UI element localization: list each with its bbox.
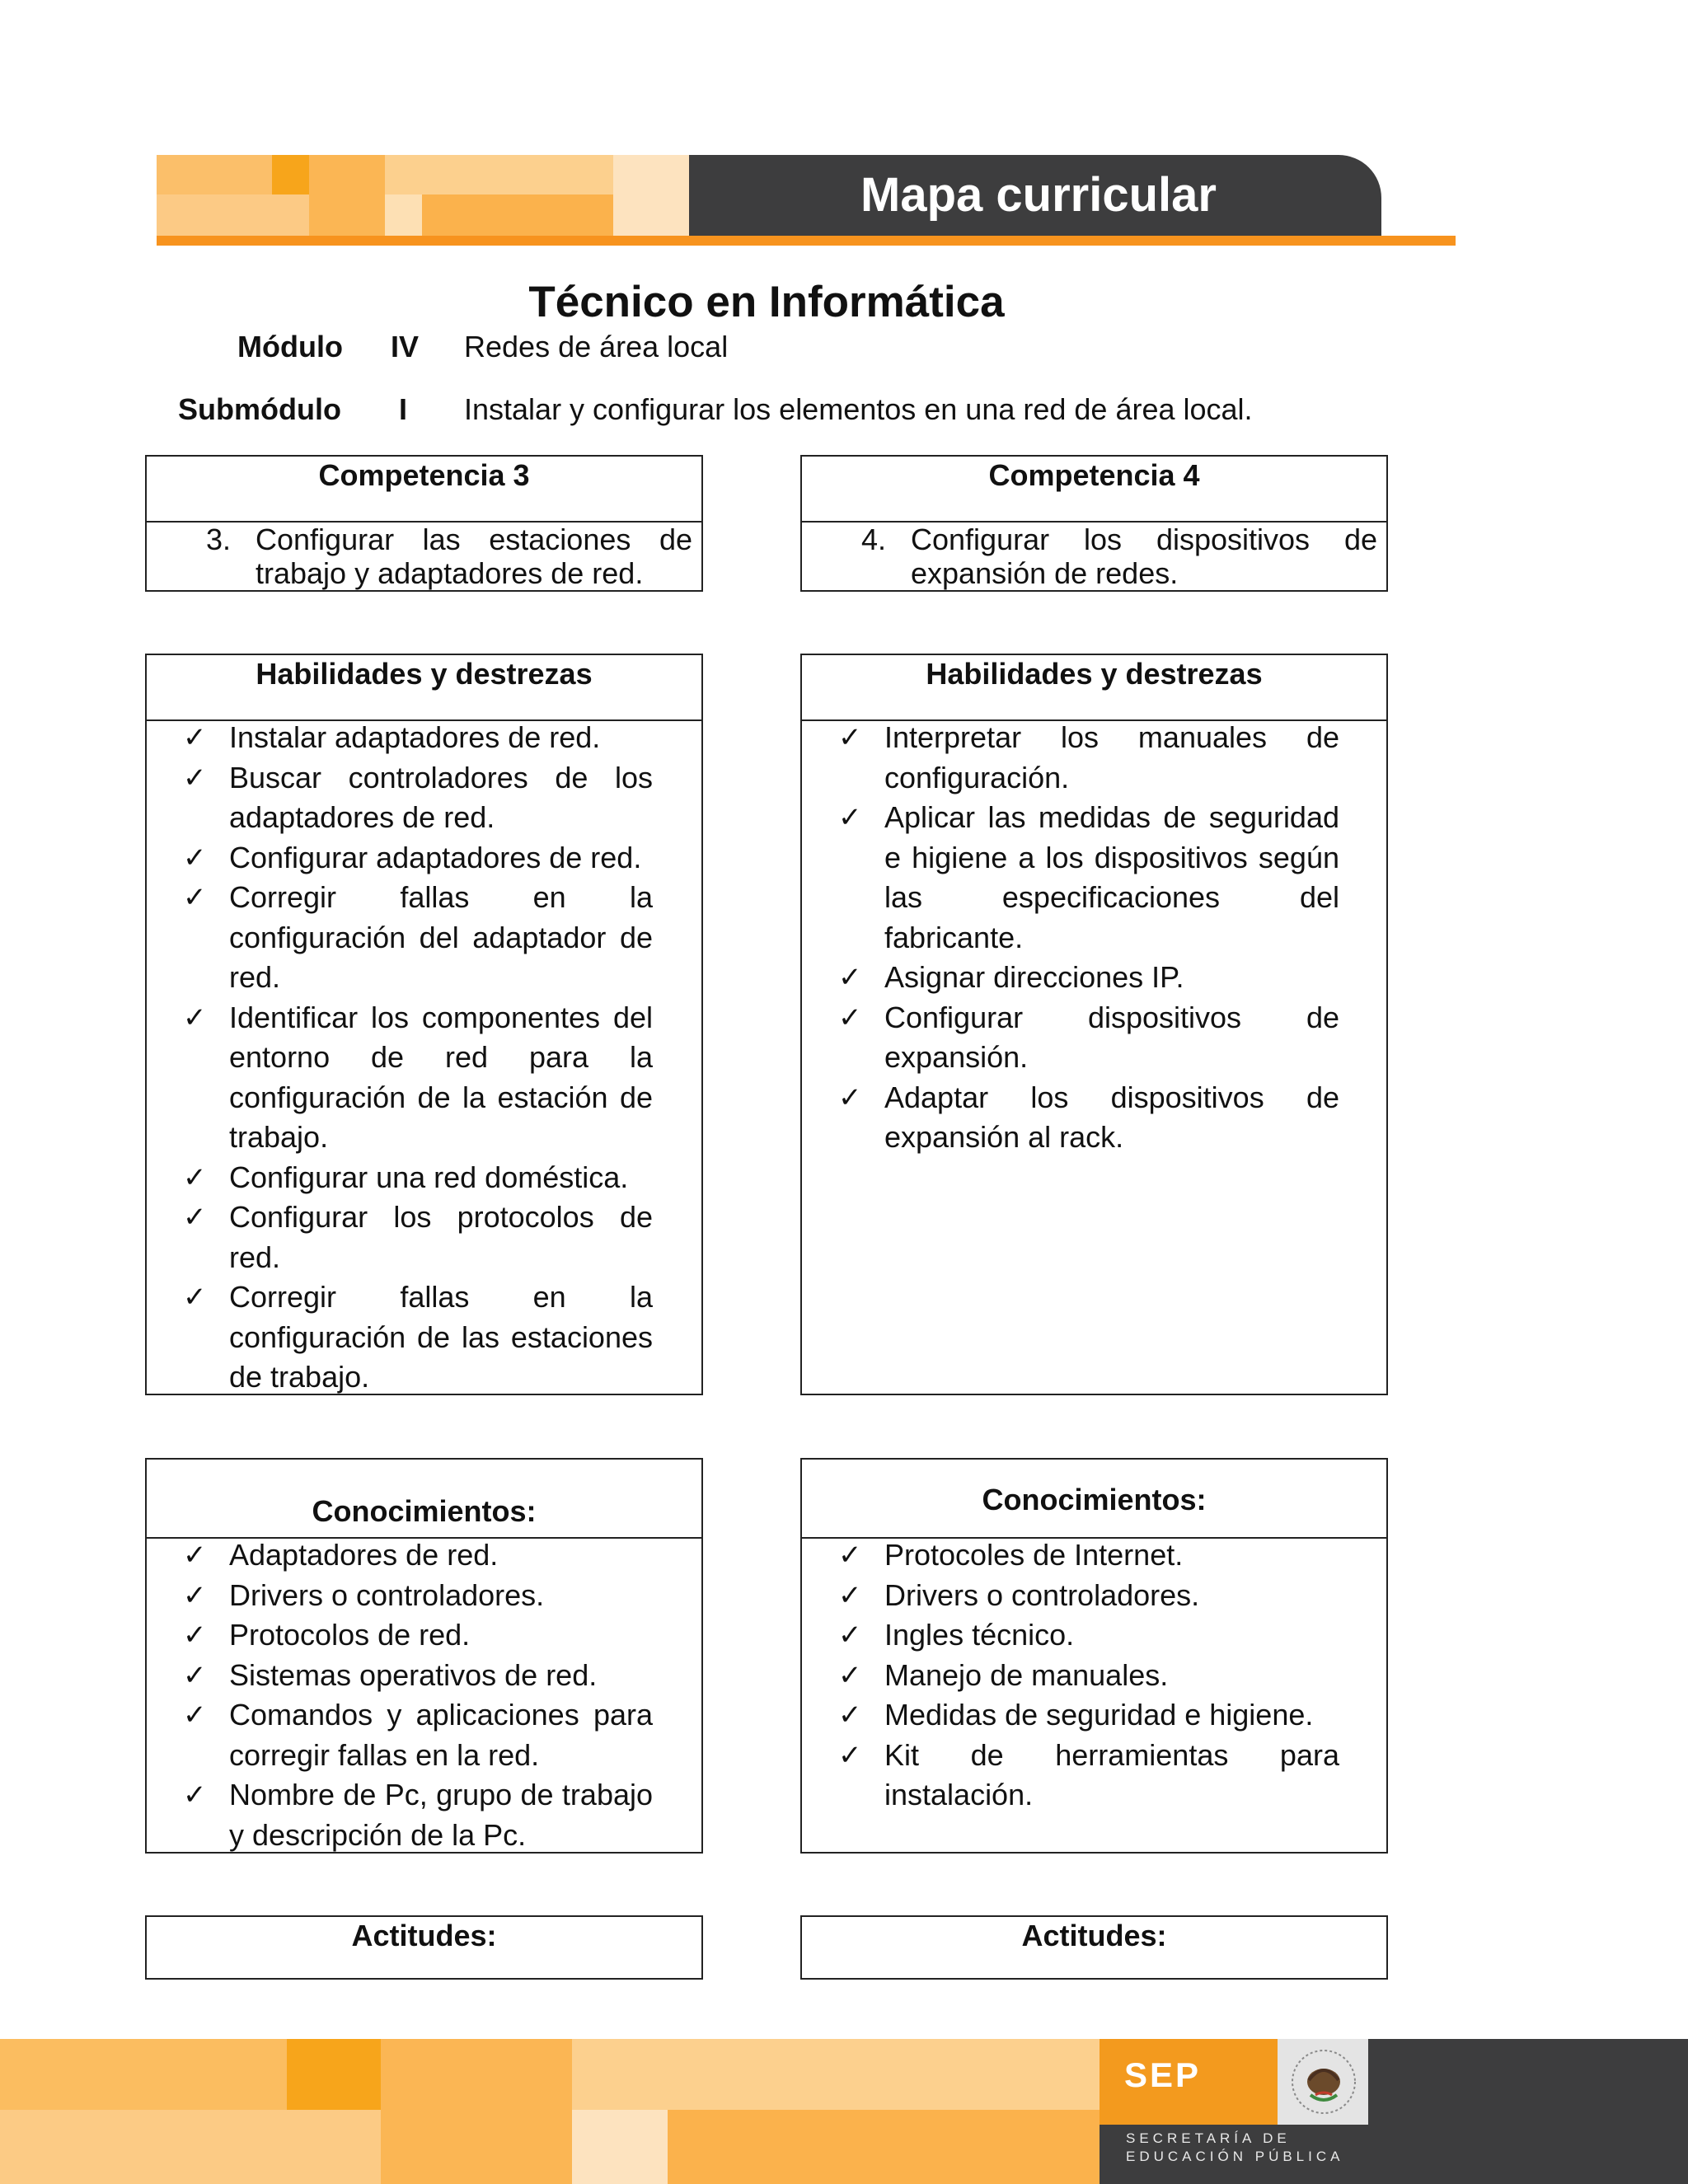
check-icon: ✓ (838, 1579, 862, 1611)
banner-tile (272, 155, 309, 194)
sep-logo: SEP (1124, 2055, 1202, 2094)
competencia-4-number: 4. (861, 523, 887, 556)
list-item (838, 958, 1339, 998)
habilidades-left-box (145, 654, 703, 1395)
habilidades-left-title: Habilidades y destrezas (256, 657, 593, 691)
conocimientos-left-list (183, 1535, 653, 1855)
list-item-text: Buscar controladores de los adaptadores de red. (229, 760, 653, 834)
list-item-text: Adaptadores de red. (229, 1538, 499, 1572)
habilidades-right-list (838, 718, 1339, 1158)
check-icon: ✓ (183, 882, 207, 913)
sep-subtitle-line2: EDUCACIÓN PÚBLICA (1126, 2149, 1344, 2164)
check-icon: ✓ (838, 962, 862, 993)
list-item (183, 718, 653, 758)
list-item-text: Identificar los componentes del entorno de red para la configuración de la estación de trabajo. (229, 1000, 653, 1154)
coat-of-arms-icon (1286, 2044, 1362, 2120)
check-icon: ✓ (838, 1699, 862, 1731)
footer-tile (0, 2110, 381, 2184)
list-item (838, 798, 1339, 958)
footer-tile (0, 2039, 287, 2110)
modulo-label: Módulo (237, 330, 343, 363)
list-item-text: Nombre de Pc, grupo de trabajo y descripción de la Pc. (229, 1778, 653, 1852)
list-item-text: Configurar adaptadores de red. (229, 840, 642, 874)
competencia-3-title: Competencia 3 (318, 458, 530, 492)
list-item-text: Interpretar los manuales de configuración. (884, 720, 1339, 794)
list-item-text: Sistemas operativos de red. (229, 1657, 598, 1692)
list-item (838, 1736, 1339, 1816)
check-icon: ✓ (183, 841, 207, 874)
list-item (183, 1277, 653, 1398)
check-icon: ✓ (183, 1699, 207, 1731)
list-item (838, 718, 1339, 798)
check-icon: ✓ (183, 1619, 207, 1651)
sep-subtitle-line1: SECRETARÍA DE (1126, 2130, 1291, 2146)
competencia-4-description (861, 523, 1377, 590)
conocimientos-right-box (800, 1458, 1388, 1854)
check-icon: ✓ (183, 1579, 207, 1611)
banner-tile (157, 155, 272, 194)
habilidades-left-list (183, 718, 653, 1398)
list-item (838, 998, 1339, 1078)
competencia-4-title: Competencia 4 (988, 458, 1200, 492)
list-item-text: Protocoles de Internet. (884, 1538, 1184, 1572)
check-icon: ✓ (183, 1001, 207, 1033)
check-icon: ✓ (183, 1659, 207, 1691)
list-item (183, 1656, 653, 1696)
check-icon: ✓ (183, 1202, 207, 1233)
submodulo-label: Submódulo (178, 392, 341, 426)
check-icon: ✓ (838, 1739, 862, 1771)
list-item-text: Protocolos de red. (229, 1618, 471, 1652)
list-item-text: Manejo de manuales. (884, 1657, 1169, 1692)
conocimientos-left-title: Conocimientos: (312, 1494, 537, 1528)
banner-tile (613, 155, 689, 236)
banner-underline (157, 236, 1456, 246)
list-item (838, 1576, 1339, 1616)
habilidades-right-title: Habilidades y destrezas (926, 657, 1263, 691)
list-item-text: Aplicar las medidas de seguridad e higiene a los dispositivos según las especificaciones del fabricante. (884, 800, 1339, 954)
list-item-text: Corregir fallas en la configuración del adaptador de red. (229, 880, 653, 994)
competencia-4-text: Configurar los dispositivos de expansión de redes. (911, 523, 1377, 590)
list-item (838, 1695, 1339, 1736)
footer-tile (287, 2039, 381, 2110)
competencia-3-text: Configurar las estaciones de trabajo y adaptadores de red. (256, 523, 692, 590)
check-icon: ✓ (183, 1282, 207, 1313)
check-icon: ✓ (183, 1779, 207, 1811)
list-item (183, 1158, 653, 1198)
competencia-4-box (800, 455, 1388, 592)
banner-tile (422, 194, 613, 236)
habilidades-right-box (800, 654, 1388, 1395)
list-item (183, 1615, 653, 1656)
list-item (183, 998, 653, 1158)
footer-tile (572, 2110, 668, 2184)
modulo-name: Redes de área local (464, 330, 729, 363)
actitudes-left-title: Actitudes: (351, 1919, 497, 1952)
list-item-text: Drivers o controladores. (884, 1577, 1200, 1612)
document-title: Técnico en Informática (528, 278, 1005, 326)
conocimientos-right-list (838, 1535, 1339, 1816)
banner-tile (309, 155, 385, 236)
check-icon: ✓ (838, 1619, 862, 1651)
list-item (838, 1535, 1339, 1576)
list-item-text: Ingles técnico. (884, 1618, 1075, 1652)
list-item (183, 1695, 653, 1775)
list-item (183, 1775, 653, 1855)
conocimientos-left-box (145, 1458, 703, 1854)
list-item (183, 1197, 653, 1277)
list-item (838, 1615, 1339, 1656)
actitudes-right-box (800, 1915, 1388, 1980)
check-icon: ✓ (838, 1001, 862, 1033)
actitudes-right-title: Actitudes: (1021, 1919, 1167, 1952)
check-icon: ✓ (838, 722, 862, 753)
list-item-text: Instalar adaptadores de red. (229, 720, 601, 754)
list-item-text: Corregir fallas en la configuración de las estaciones de trabajo. (229, 1280, 653, 1394)
submodulo-number: I (399, 392, 408, 426)
list-item-text: Comandos y aplicaciones para corregir fallas en la red. (229, 1698, 653, 1772)
competencia-3-number: 3. (206, 523, 232, 556)
list-item (183, 1535, 653, 1576)
modulo-number: IV (391, 330, 420, 363)
check-icon: ✓ (838, 1540, 862, 1571)
competencia-3-description (206, 523, 692, 590)
list-item-text: Kit de herramientas para instalación. (884, 1737, 1339, 1811)
banner-tile (385, 194, 422, 236)
check-icon: ✓ (183, 762, 207, 794)
list-item-text: Configurar los protocolos de red. (229, 1200, 653, 1274)
check-icon: ✓ (183, 1540, 207, 1571)
footer-tile (668, 2110, 1100, 2184)
actitudes-left-box (145, 1915, 703, 1980)
conocimientos-right-title: Conocimientos: (982, 1483, 1207, 1516)
list-item (183, 838, 653, 879)
list-item (838, 1078, 1339, 1158)
list-item-text: Medidas de seguridad e higiene. (884, 1698, 1314, 1732)
banner-title: Mapa curricular (860, 168, 1217, 222)
check-icon: ✓ (183, 1161, 207, 1193)
footer-tile (381, 2039, 572, 2184)
list-item-text: Adaptar los dispositivos de expansión al rack. (884, 1080, 1339, 1154)
list-item-text: Drivers o controladores. (229, 1577, 545, 1612)
list-item-text: Configurar una red doméstica. (229, 1160, 629, 1194)
list-item-text: Configurar dispositivos de expansión. (884, 1000, 1339, 1074)
banner-tile (157, 194, 309, 236)
check-icon: ✓ (838, 1659, 862, 1691)
list-item (183, 1576, 653, 1616)
check-icon: ✓ (183, 722, 207, 753)
list-item (183, 878, 653, 998)
list-item (838, 1656, 1339, 1696)
submodulo-name: Instalar y configurar los elementos en una red de área local. (464, 392, 1253, 426)
check-icon: ✓ (838, 802, 862, 833)
check-icon: ✓ (838, 1081, 862, 1113)
competencia-3-box (145, 455, 703, 592)
list-item-text: Asignar direcciones IP. (884, 960, 1184, 994)
list-item (183, 758, 653, 838)
footer-tile (572, 2039, 1100, 2110)
banner-tile (385, 155, 613, 194)
